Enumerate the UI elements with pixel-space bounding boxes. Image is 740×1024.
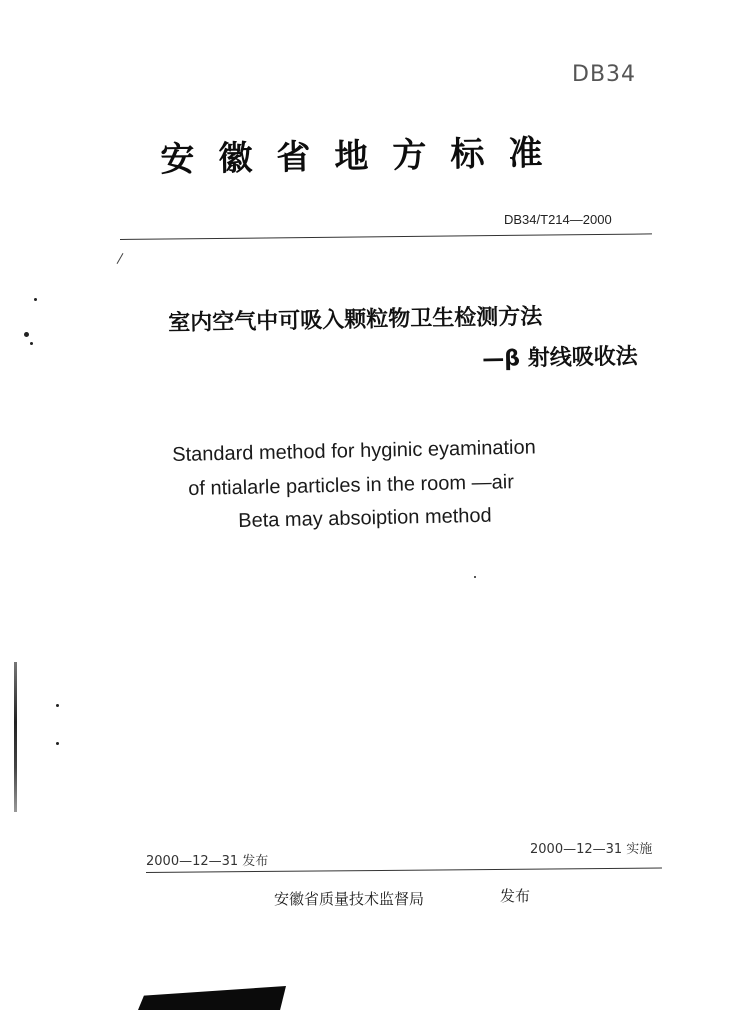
scan-speck — [30, 342, 33, 345]
header-divider-hook — [117, 253, 124, 264]
scan-speck — [56, 704, 59, 707]
region-code: DB34 — [572, 62, 637, 87]
standard-number: DB34/T214—2000 — [504, 212, 612, 227]
scan-edge-artifact — [14, 662, 17, 812]
english-title-line-2: of ntialarle particles in the room —air — [188, 471, 515, 500]
scan-speck — [474, 576, 476, 578]
implementation-date: 2000—12—31 实施 — [530, 842, 653, 857]
scan-speck — [34, 298, 37, 301]
english-title-line-1: Standard method for hyginic eyamination — [172, 436, 536, 466]
issuing-authority: 安徽省质量技术监督局 — [274, 890, 425, 908]
chinese-title-line-1: 室内空气中可吸入颗粒物卫生检测方法 — [168, 304, 543, 336]
issuing-action: 发布 — [500, 887, 531, 905]
scan-speck — [24, 332, 29, 337]
scan-dark-blot — [138, 986, 286, 1010]
header-divider — [120, 233, 652, 240]
release-date: 2000—12—31 发布 — [146, 854, 269, 869]
standard-category-title: 安徽省地方标准 — [160, 132, 567, 180]
scan-speck — [56, 742, 59, 745]
english-title-line-3: Beta may absoiption method — [238, 504, 492, 532]
chinese-title-line-2: —β 射线吸收法 — [482, 344, 638, 372]
